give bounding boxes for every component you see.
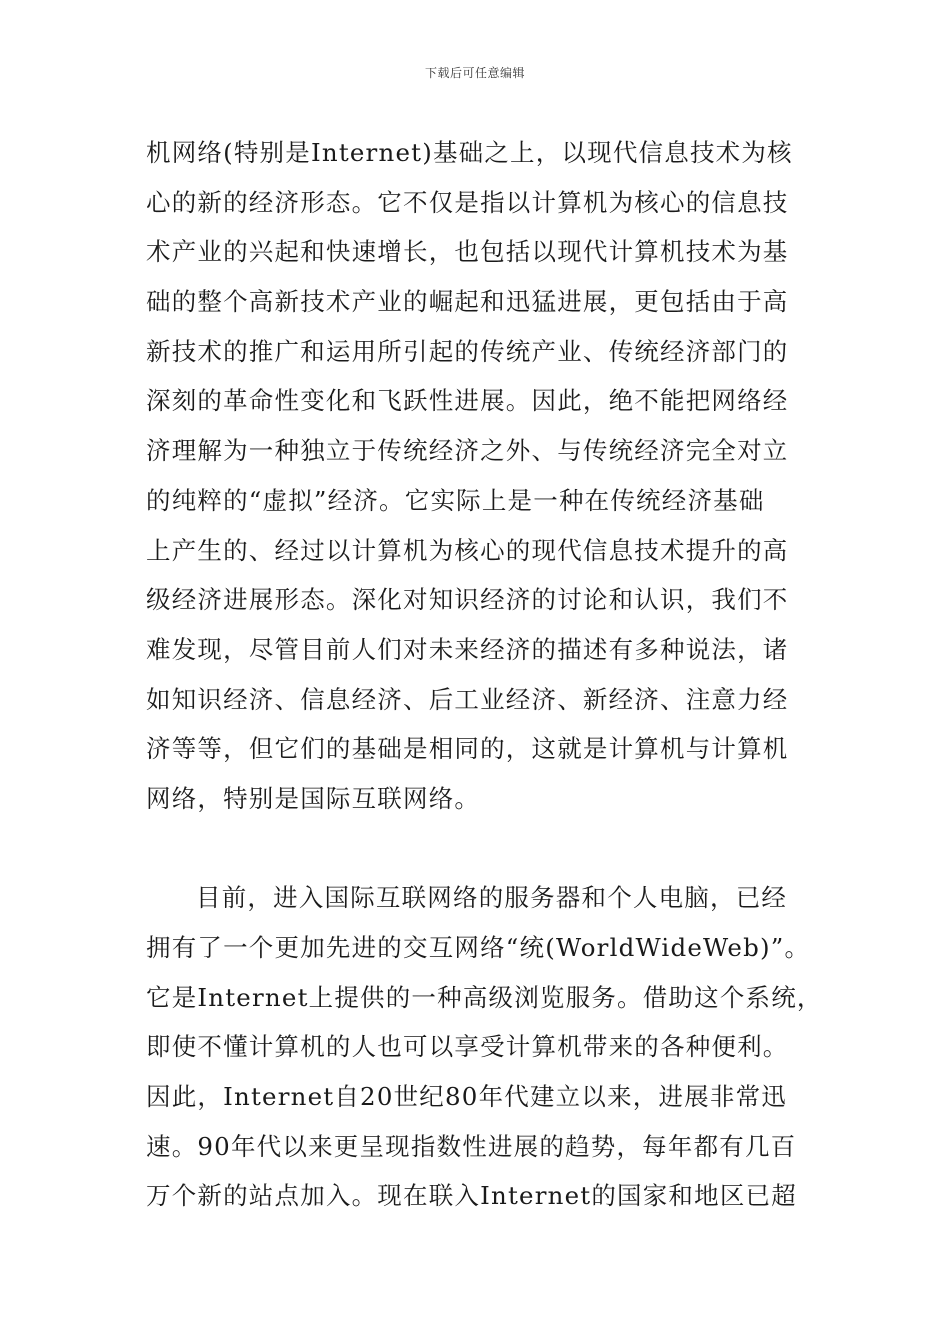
text-line: 万个新的站点加入。现在联入Internet的国家和地区已超 — [146, 1181, 797, 1211]
text-line: 新技术的推广和运用所引起的传统产业、传统经济部门的 — [146, 336, 789, 366]
text-line: 上产生的、经过以计算机为核心的现代信息技术提升的高 — [146, 535, 789, 565]
paragraph-2 — [146, 873, 823, 1221]
document-body — [146, 128, 823, 1221]
text-line: 网络，特别是国际互联网络。 — [146, 783, 481, 813]
text-line: 心的新的经济形态。它不仅是指以计算机为核心的信息技 — [146, 187, 789, 217]
text-line: 即使不懂计算机的人也可以享受计算机带来的各种便利。 — [146, 1032, 789, 1062]
text-line: 目前，进入国际互联网络的服务器和个人电脑，已经 — [196, 883, 788, 913]
text-line: 济理解为一种独立于传统经济之外、与传统经济完全对立 — [146, 436, 789, 466]
text-line: 速。90年代以来更呈现指数性进展的趋势，每年都有几百 — [146, 1131, 797, 1161]
text-line: 术产业的兴起和快速增长，也包括以现代计算机技术为基 — [146, 237, 789, 267]
text-line: 济等等，但它们的基础是相同的，这就是计算机与计算机 — [146, 734, 789, 764]
text-line: 级经济进展形态。深化对知识经济的讨论和认识，我们不 — [146, 585, 789, 615]
text-line: 难发现，尽管目前人们对未来经济的描述有多种说法，诸 — [146, 634, 789, 664]
text-line: 如知识经济、信息经济、后工业经济、新经济、注意力经 — [146, 684, 789, 714]
text-line: 深刻的革命性变化和飞跃性进展。因此，绝不能把网络经 — [146, 386, 789, 416]
page-header: 下载后可任意编辑 — [424, 66, 525, 80]
paragraph-1 — [146, 128, 816, 824]
text-line: 机网络(特别是Internet)基础之上，以现代信息技术为核 — [146, 138, 793, 167]
text-line: 它是Internet上提供的一种高级浏览服务。借助这个系统， — [146, 982, 823, 1012]
text-line: 础的整个高新技术产业的崛起和迅猛进展，更包括由于高 — [146, 287, 789, 317]
text-line: 的纯粹的“虚拟”经济。它实际上是一种在传统经济基础 — [146, 485, 765, 515]
text-line: 因此，Internet自20世纪80年代建立以来，进展非常迅 — [146, 1082, 787, 1112]
text-line: 拥有了一个更加先进的交互网络“统(WorldWideWeb)”。 — [146, 933, 811, 962]
paragraph-spacer — [146, 824, 816, 874]
